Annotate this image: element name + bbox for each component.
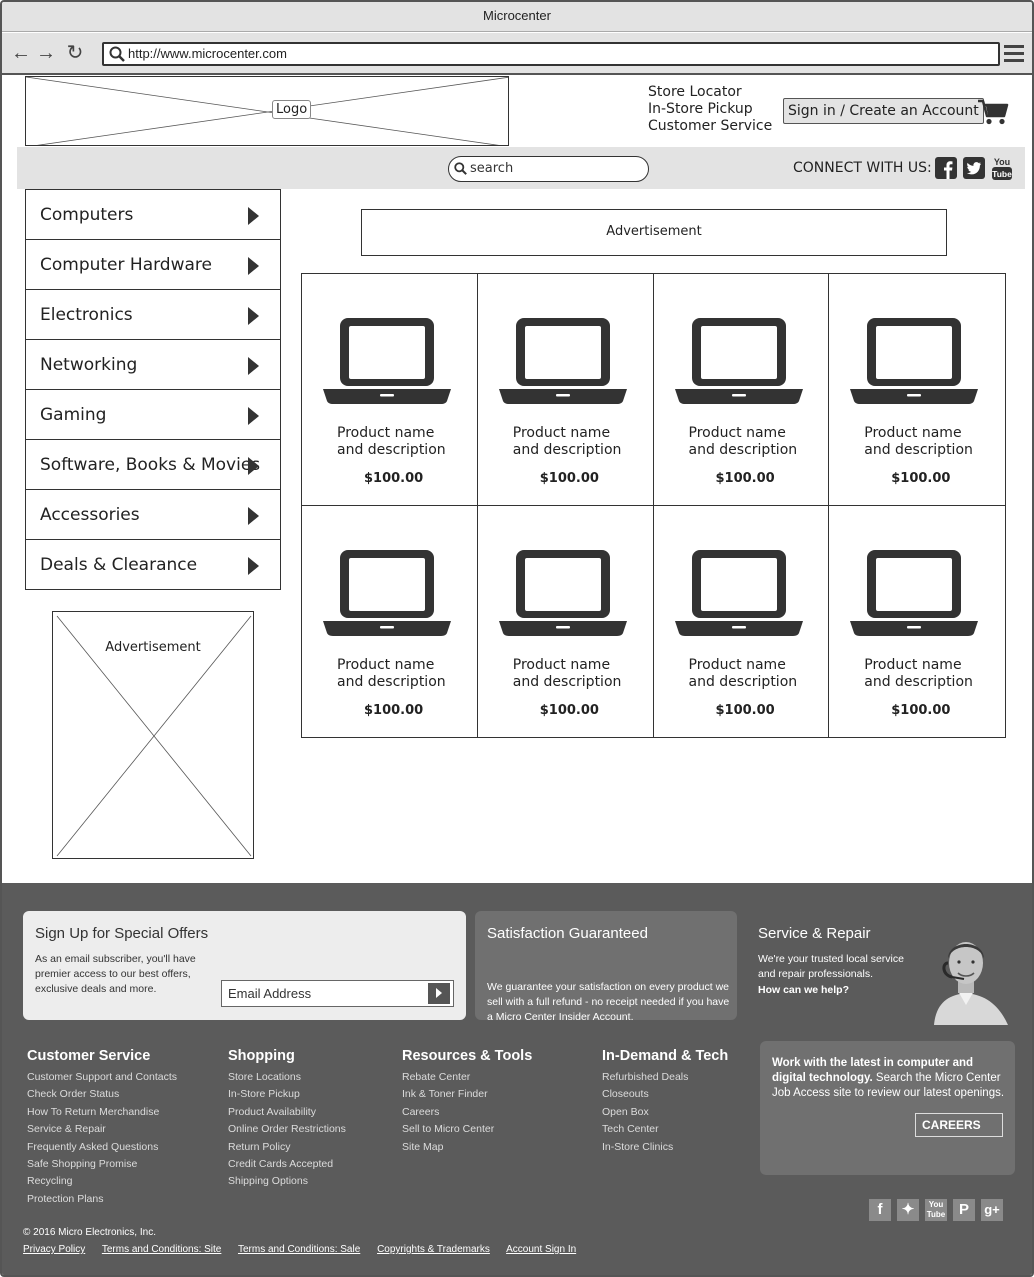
product-description-line: and description	[864, 673, 973, 690]
product-name-line: Product name	[337, 425, 435, 441]
footer-link[interactable]: Store Locations	[228, 1071, 301, 1083]
footer-link[interactable]: Site Map	[402, 1140, 444, 1153]
play-arrow-icon	[436, 988, 442, 998]
service-text: We're your trusted local service and repair professionals.	[758, 953, 904, 980]
footer-link[interactable]: In-Store Pickup	[228, 1088, 300, 1101]
product-card[interactable]	[654, 506, 830, 738]
laptop-icon	[323, 549, 451, 637]
service-title: Service & Repair	[758, 925, 871, 942]
google-plus-icon[interactable]: g+	[981, 1199, 1003, 1221]
reload-icon[interactable]: ↻	[66, 42, 84, 64]
privacy-policy-link[interactable]: Privacy Policy	[23, 1244, 86, 1255]
shopping-cart-icon[interactable]	[977, 98, 1009, 126]
in-store-pickup-link[interactable]: In-Store Pickup	[648, 101, 753, 117]
footer-link[interactable]: Online Order Restrictions	[228, 1123, 346, 1136]
product-name	[864, 425, 994, 459]
category-computers[interactable]	[26, 190, 280, 240]
footer-link[interactable]: Service & Repair	[27, 1123, 106, 1136]
header-links	[648, 84, 772, 135]
terms-sale-link[interactable]: Terms and Conditions: Sale	[237, 1244, 361, 1255]
legal-links	[23, 1244, 590, 1255]
product-description-line: and description	[688, 442, 798, 458]
satisfaction-title: Satisfaction Guaranteed	[487, 925, 648, 942]
product-name	[864, 657, 994, 691]
email-placeholder: Email Address	[228, 986, 312, 1001]
window-title: Microcenter	[483, 8, 551, 23]
svg-text:You: You	[993, 157, 1011, 167]
facebook-icon[interactable]: f	[869, 1199, 891, 1221]
category-sidebar	[25, 189, 281, 590]
product-name-line: Product name	[512, 425, 611, 441]
footer-link[interactable]: Ink & Toner Finder	[402, 1088, 488, 1101]
triangle-right-icon	[248, 507, 259, 525]
product-name	[337, 425, 467, 459]
connect-label: CONNECT WITH US:	[793, 160, 932, 176]
product-name	[337, 657, 467, 691]
triangle-right-icon	[248, 357, 259, 375]
triangle-right-icon	[248, 557, 259, 575]
footer-link[interactable]: Closeouts	[602, 1088, 649, 1101]
satisfaction-text: We guarantee your satisfaction on every product we sell with a full refund - no receipt needed if you have a Micro Center Insider Account.	[487, 981, 730, 1023]
twitter-icon[interactable]: ✦	[897, 1199, 919, 1221]
footer-link[interactable]: How To Return Merchandise	[27, 1105, 160, 1118]
footer-link[interactable]: Frequently Asked Questions	[27, 1140, 159, 1153]
product-card[interactable]	[478, 274, 654, 506]
product-name	[513, 657, 643, 691]
hamburger-menu-icon[interactable]	[1004, 45, 1024, 66]
category-label: Networking	[40, 355, 138, 375]
footer-link[interactable]: Product Availability	[228, 1105, 316, 1118]
column-title: Shopping	[228, 1048, 295, 1064]
search-icon	[109, 46, 125, 62]
product-name-line: Product name	[688, 656, 786, 673]
terms-site-link[interactable]: Terms and Conditions: Site	[101, 1244, 222, 1255]
laptop-icon	[323, 317, 451, 405]
category-label: Gaming	[40, 405, 107, 425]
url-bar[interactable]	[102, 42, 1000, 66]
product-price: $100.00	[364, 471, 424, 486]
careers-panel	[760, 1041, 1015, 1175]
laptop-icon	[675, 317, 803, 405]
product-price: $100.00	[715, 471, 775, 486]
footer-link[interactable]: Return Policy	[228, 1140, 291, 1153]
footer	[2, 883, 1034, 1277]
product-price: $100.00	[539, 471, 599, 486]
category-label: Software, Books & Movies	[40, 455, 261, 475]
category-electronics[interactable]	[26, 290, 280, 340]
help-link[interactable]: How can we help?	[758, 984, 850, 996]
category-label: Accessories	[40, 505, 140, 525]
laptop-icon	[499, 549, 627, 637]
advertisement-label: Advertisement	[105, 640, 201, 655]
customer-service-link[interactable]: Customer Service	[648, 118, 773, 134]
youtube-icon[interactable]	[991, 155, 1013, 181]
category-gaming[interactable]	[26, 390, 280, 440]
product-description-line: and description	[512, 442, 622, 458]
email-field[interactable]	[221, 980, 454, 1007]
laptop-icon	[675, 549, 803, 637]
laptop-icon	[499, 317, 627, 405]
product-grid	[301, 273, 1006, 738]
footer-column-resources-tools	[402, 1048, 532, 1156]
svg-text:Tube: Tube	[992, 169, 1012, 179]
product-card[interactable]	[302, 274, 478, 506]
careers-body-text: Search the Micro Center Job Access site to review our latest openings.	[772, 1072, 1005, 1099]
category-label: Computer Hardware	[40, 255, 212, 275]
footer-link[interactable]: Careers	[402, 1105, 440, 1118]
laptop-icon	[850, 549, 978, 637]
signup-title: Sign Up for Special Offers	[35, 925, 209, 942]
window-titlebar	[2, 2, 1032, 32]
product-description-line: and description	[688, 673, 798, 690]
banner-advertisement[interactable]: Advertisement	[361, 209, 947, 256]
product-description-line: and description	[864, 442, 973, 458]
copyright: © 2016 Micro Electronics, Inc.	[23, 1227, 156, 1238]
email-submit-button[interactable]	[428, 983, 450, 1004]
twitter-icon[interactable]	[963, 157, 985, 179]
pinterest-icon[interactable]: P	[953, 1199, 975, 1221]
product-name	[689, 425, 819, 459]
product-description-line: and description	[512, 673, 622, 690]
footer-link[interactable]: Tech Center	[602, 1123, 659, 1136]
careers-text	[772, 1056, 1007, 1101]
category-label: Electronics	[40, 305, 133, 325]
footer-link[interactable]: Shipping Options	[228, 1175, 308, 1188]
footer-column-in-demand-tech	[602, 1048, 728, 1156]
triangle-right-icon	[248, 457, 259, 475]
product-card[interactable]	[829, 274, 1005, 506]
careers-button[interactable]: CAREERS	[915, 1113, 1003, 1137]
footer-link[interactable]: Credit Cards Accepted	[228, 1158, 334, 1171]
sign-in-button[interactable]: Sign in / Create an Account	[783, 98, 984, 124]
category-label: Computers	[40, 205, 134, 225]
product-price: $100.00	[364, 702, 424, 718]
account-sign-in-link[interactable]: Account Sign In	[506, 1244, 577, 1255]
footer-link[interactable]: Open Box	[602, 1105, 649, 1118]
forward-arrow-icon[interactable]: →	[36, 42, 56, 64]
product-card[interactable]	[654, 274, 830, 506]
product-price: $100.00	[891, 471, 951, 486]
browser-toolbar	[2, 33, 1032, 75]
category-accessories[interactable]	[26, 490, 280, 540]
footer-link[interactable]: Recycling	[27, 1175, 73, 1188]
product-name-line: Product name	[337, 656, 435, 673]
sidebar-advertisement[interactable]	[52, 611, 254, 859]
product-card[interactable]	[302, 506, 478, 738]
placeholder-cross	[26, 77, 509, 146]
facebook-icon[interactable]	[935, 157, 957, 179]
category-computer-hardware[interactable]	[26, 240, 280, 290]
logo-placeholder[interactable]	[25, 76, 509, 146]
footer-link[interactable]: Safe Shopping Promise	[27, 1158, 138, 1171]
triangle-right-icon	[248, 207, 259, 225]
laptop-icon	[850, 317, 978, 405]
triangle-right-icon	[248, 407, 259, 425]
category-networking[interactable]	[26, 340, 280, 390]
triangle-right-icon	[248, 257, 259, 275]
category-label: Deals & Clearance	[40, 555, 198, 575]
column-title: In-Demand & Tech	[602, 1048, 729, 1064]
product-name-line: Product name	[864, 656, 962, 673]
product-price: $100.00	[539, 702, 599, 718]
footer-link[interactable]: Customer Support and Contacts	[27, 1071, 177, 1083]
product-description-line: and description	[337, 442, 446, 458]
search-icon	[454, 162, 467, 175]
url-text: http://www.microcenter.com	[128, 46, 287, 61]
footer-link[interactable]: Sell to Micro Center	[402, 1123, 495, 1136]
footer-link[interactable]: Rebate Center	[402, 1071, 471, 1083]
product-description-line: and description	[337, 673, 446, 690]
search-placeholder: search	[470, 161, 514, 176]
product-name-line: Product name	[688, 425, 786, 441]
logo-label: Logo	[272, 100, 311, 119]
back-arrow-icon[interactable]: ←	[11, 42, 31, 64]
copyrights-link[interactable]: Copyrights & Trademarks	[377, 1244, 490, 1255]
product-price: $100.00	[891, 702, 951, 718]
column-title: Resources & Tools	[402, 1048, 533, 1064]
satisfaction-panel	[475, 911, 737, 1023]
product-name-line: Product name	[512, 656, 611, 673]
store-locator-link[interactable]: Store Locator	[648, 84, 742, 100]
product-name-line: Product name	[864, 425, 962, 441]
careers-bold-text: Work with the latest in computer and digital technology.	[772, 1057, 974, 1084]
product-name	[513, 425, 643, 459]
product-name	[689, 657, 819, 691]
footer-column-customer-service	[27, 1048, 177, 1208]
signup-panel	[23, 911, 466, 1020]
search-strip	[17, 147, 1025, 189]
footer-link[interactable]: In-Store Clinics	[602, 1140, 674, 1153]
category-software-books-movies[interactable]	[26, 440, 280, 490]
product-price: $100.00	[715, 702, 775, 718]
triangle-right-icon	[248, 307, 259, 325]
product-card[interactable]	[478, 506, 654, 738]
column-title: Customer Service	[27, 1048, 151, 1064]
footer-link[interactable]: Protection Plans	[27, 1192, 104, 1205]
footer-link[interactable]: Refurbished Deals	[602, 1071, 689, 1083]
footer-column-shopping	[228, 1048, 346, 1191]
category-deals-clearance[interactable]	[26, 540, 280, 589]
service-person-image	[922, 933, 1010, 1025]
footer-link[interactable]: Check Order Status	[27, 1088, 120, 1101]
search-input[interactable]	[448, 156, 649, 182]
signup-text: As an email subscriber, you'll have premier access to our best offers, exclusive deals and more.	[35, 953, 196, 995]
product-card[interactable]	[829, 506, 1005, 738]
youtube-icon[interactable]: You Tube	[926, 1200, 946, 1219]
